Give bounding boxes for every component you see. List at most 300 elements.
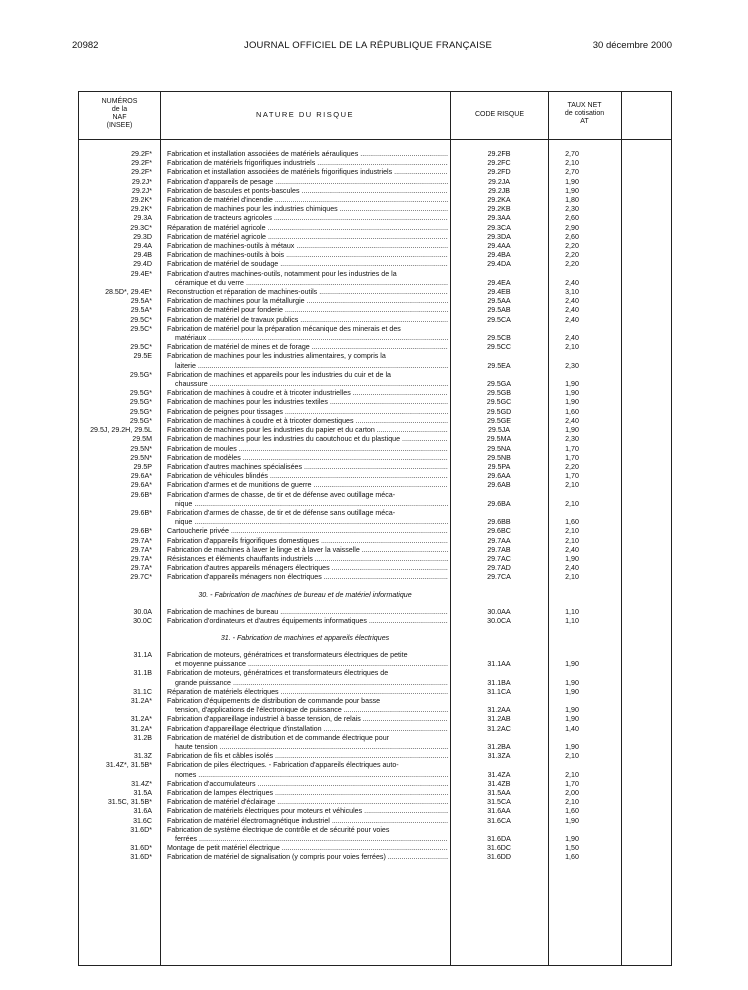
contribution-rate: 1,50 bbox=[565, 844, 579, 853]
naf-code: 31.4Z* bbox=[131, 779, 152, 788]
risk-nature-line: Fabrication de système électrique de contrôle et de sécurité pour voies bbox=[167, 825, 390, 834]
risk-nature-line: Fabrication de matériel agricole ..... bbox=[167, 233, 448, 242]
naf-code: 29.5G* bbox=[129, 416, 152, 425]
naf-code: 29.7C* bbox=[130, 573, 152, 582]
naf-code: 29.5G* bbox=[129, 370, 152, 379]
risk-code: 29.5GA bbox=[486, 380, 512, 389]
naf-code: 29.5G* bbox=[129, 398, 152, 407]
table-row bbox=[79, 325, 671, 343]
risk-code: 29.4EB bbox=[487, 288, 511, 297]
contribution-rate: 1,90 bbox=[565, 177, 579, 186]
contribution-rate: 2,40 bbox=[565, 564, 579, 573]
risk-nature-line: Fabrication de machines pour les industries du papier et du carton ..... bbox=[167, 426, 448, 435]
risk-nature bbox=[160, 196, 448, 205]
risk-nature-line: Fabrication de machines de bureau ..... bbox=[167, 608, 448, 617]
table-row bbox=[79, 270, 671, 288]
naf-code: 31.2A* bbox=[130, 715, 152, 724]
risk-nature-line: Fabrication de machines-outils à métaux ..... bbox=[167, 242, 448, 251]
contribution-rate: 1,10 bbox=[565, 616, 579, 625]
naf-code: 29.6A* bbox=[130, 472, 152, 481]
table-row bbox=[79, 789, 671, 798]
header-rate-line: de cotisation bbox=[564, 110, 605, 117]
risk-nature bbox=[160, 260, 448, 269]
table-row bbox=[79, 481, 671, 490]
risk-nature bbox=[160, 826, 448, 844]
risk-nature bbox=[160, 617, 448, 626]
table-row bbox=[79, 159, 671, 168]
contribution-rate: 2,00 bbox=[565, 789, 579, 797]
risk-code: 31.5CA bbox=[487, 798, 511, 807]
risk-code: 31.4ZA bbox=[487, 770, 511, 779]
risk-nature bbox=[160, 527, 448, 536]
risk-nature-line: nique ..... bbox=[167, 500, 448, 509]
risk-nature-line: Fabrication d'armes de chasse, de tir et de défense avec outillage méca- bbox=[167, 490, 396, 499]
table-row bbox=[79, 817, 671, 826]
naf-code: 29.2K* bbox=[130, 196, 152, 205]
naf-code: 29.2J* bbox=[131, 177, 152, 186]
table-row bbox=[79, 761, 671, 779]
risk-nature bbox=[160, 472, 448, 481]
table-row bbox=[79, 715, 671, 724]
contribution-rate: 1,70 bbox=[565, 444, 579, 453]
table-row bbox=[79, 389, 671, 398]
naf-code: 29.5E bbox=[133, 352, 152, 361]
header-rate-line: AT bbox=[580, 118, 589, 125]
naf-code: 29.6B* bbox=[130, 508, 152, 517]
naf-code: 29.5N* bbox=[130, 453, 152, 462]
header-naf-line: NAF bbox=[112, 114, 127, 121]
risk-nature-line: Fabrication et installation associées de matériels aérauliques ..... bbox=[167, 150, 448, 159]
risk-code: 29.5GC bbox=[486, 398, 512, 407]
risk-nature-line: Résistances et éléments chauffants industriels ..... bbox=[167, 555, 448, 564]
table-row bbox=[79, 798, 671, 807]
risk-code: 29.5EA bbox=[487, 361, 511, 370]
risk-nature-line: Fabrication de machines pour les industries alimentaires, y compris la bbox=[167, 352, 386, 361]
risk-code: 29.6AA bbox=[487, 472, 511, 481]
risk-code: 29.7AC bbox=[487, 554, 511, 563]
header-rate bbox=[549, 102, 620, 126]
table-row bbox=[79, 573, 671, 582]
risk-code: 29.6BB bbox=[487, 518, 511, 527]
risk-nature-line: Fabrication et installation associées de matériels frigorifiques industriels ..... bbox=[167, 168, 448, 177]
naf-code: 29.2F* bbox=[131, 168, 152, 177]
risk-nature-line: et moyenne puissance ..... bbox=[167, 660, 448, 669]
table-row bbox=[79, 537, 671, 546]
naf-code: 29.6B* bbox=[130, 490, 152, 499]
risk-nature-line: Fabrication d'accumulateurs ..... bbox=[167, 780, 448, 789]
contribution-rate: 2,10 bbox=[565, 770, 579, 779]
contribution-rate: 1,60 bbox=[565, 853, 579, 862]
risk-code: 29.5MA bbox=[486, 435, 512, 444]
risk-nature bbox=[160, 697, 448, 715]
header-naf-line: (INSEE) bbox=[106, 122, 133, 129]
risk-nature bbox=[160, 573, 448, 582]
naf-code: 29.4B bbox=[133, 251, 152, 260]
risk-nature bbox=[160, 555, 448, 564]
risk-nature bbox=[160, 224, 448, 233]
contribution-rate: 1,60 bbox=[565, 518, 579, 527]
naf-code: 30.0A bbox=[133, 607, 152, 616]
risk-nature-line: nomes ..... bbox=[167, 771, 448, 780]
risk-nature-line: Fabrication d'autres machines-outils, notamment pour les industries de la bbox=[167, 269, 397, 278]
contribution-rate: 2,10 bbox=[565, 159, 579, 168]
risk-nature bbox=[160, 445, 448, 454]
risk-nature bbox=[160, 408, 448, 417]
naf-code: 29.3D bbox=[133, 232, 152, 241]
risk-code: 31.2AC bbox=[487, 724, 511, 733]
risk-nature-line: Fabrication de moules ..... bbox=[167, 445, 448, 454]
risk-code: 29.5GE bbox=[486, 416, 512, 425]
table-row bbox=[79, 472, 671, 481]
risk-code: 31.6DA bbox=[487, 835, 511, 844]
risk-nature bbox=[160, 509, 448, 527]
table-row bbox=[79, 251, 671, 260]
risk-nature bbox=[160, 251, 448, 260]
risk-code: 29.4AA bbox=[487, 242, 511, 251]
table-row bbox=[79, 316, 671, 325]
risk-code: 29.4BA bbox=[487, 251, 511, 260]
risk-nature-line: Fabrication de peignes pour tissages ..... bbox=[167, 408, 448, 417]
header-separator bbox=[79, 139, 671, 140]
risk-nature-line: Fabrication de matériel pour fonderie ..... bbox=[167, 306, 448, 315]
risk-nature bbox=[160, 688, 448, 697]
risk-nature-line: Cartoucherie privée ..... bbox=[167, 527, 448, 536]
contribution-rate: 2,40 bbox=[565, 416, 579, 425]
contribution-rate: 2,60 bbox=[565, 232, 579, 241]
contribution-rate: 1,90 bbox=[565, 742, 579, 751]
risk-nature-line: Fabrication de véhicules blindés ..... bbox=[167, 472, 448, 481]
naf-code: 31.6A bbox=[133, 807, 152, 816]
contribution-rate: 2,20 bbox=[565, 260, 579, 269]
contribution-rate: 2,10 bbox=[565, 343, 579, 352]
contribution-rate: 1,90 bbox=[565, 715, 579, 724]
risk-nature bbox=[160, 807, 448, 816]
naf-code: 29.2F* bbox=[131, 150, 152, 158]
risk-nature bbox=[160, 297, 448, 306]
risk-code: 29.5NB bbox=[487, 453, 511, 462]
section-title: 31. - Fabrication de machines et appareils électriques bbox=[220, 633, 390, 642]
table-row bbox=[79, 343, 671, 352]
table-row bbox=[79, 463, 671, 472]
risk-code: 31.6DC bbox=[486, 844, 512, 853]
risk-code: 29.5CA bbox=[487, 315, 511, 324]
naf-code: 29.6A* bbox=[130, 481, 152, 490]
contribution-rate: 2,10 bbox=[565, 527, 579, 536]
risk-nature-line: Fabrication de matériel d'incendie ..... bbox=[167, 196, 448, 205]
naf-code: 29.2J* bbox=[131, 186, 152, 195]
risk-nature bbox=[160, 343, 448, 352]
risk-nature bbox=[160, 270, 448, 288]
contribution-rate: 2,10 bbox=[565, 481, 579, 490]
risk-code: 29.5PA bbox=[487, 462, 511, 471]
table-row bbox=[79, 651, 671, 669]
risk-code: 29.5CB bbox=[487, 334, 511, 343]
contribution-rate: 2,70 bbox=[565, 168, 579, 177]
naf-code: 31.1A bbox=[133, 650, 152, 659]
naf-code: 29.4E* bbox=[130, 269, 152, 278]
contribution-rate: 1,80 bbox=[565, 196, 579, 205]
header-code: CODE RISQUE bbox=[474, 111, 524, 118]
naf-code: 29.5J, 29.2H, 29.5L bbox=[90, 426, 152, 435]
naf-code: 30.0C bbox=[133, 616, 152, 625]
risk-code: 29.2JA bbox=[487, 177, 511, 186]
contribution-rate: 1,70 bbox=[565, 779, 579, 788]
risk-nature-line: Réparation de matériel agricole ..... bbox=[167, 224, 448, 233]
table-row bbox=[79, 826, 671, 844]
contribution-rate: 1,90 bbox=[565, 660, 579, 669]
risk-nature-line: Fabrication de machines pour les industries textiles ..... bbox=[167, 398, 448, 407]
risk-nature-line: Fabrication de matériels électriques pour moteurs et véhicules ..... bbox=[167, 807, 448, 816]
table-row bbox=[79, 555, 671, 564]
contribution-rate: 2,20 bbox=[565, 462, 579, 471]
risk-nature-line: Fabrication d'appareillage électrique d'installation ..... bbox=[167, 725, 448, 734]
naf-code: 31.6C bbox=[133, 816, 152, 825]
table-row bbox=[79, 398, 671, 407]
contribution-rate: 1,70 bbox=[565, 472, 579, 481]
contribution-rate: 1,90 bbox=[565, 816, 579, 825]
risk-code: 29.3CA bbox=[487, 223, 511, 232]
table-row bbox=[79, 807, 671, 816]
risk-nature bbox=[160, 178, 448, 187]
naf-code: 29.3C* bbox=[130, 223, 152, 232]
risk-nature-line: grande puissance ..... bbox=[167, 679, 448, 688]
contribution-rate: 2,70 bbox=[565, 150, 579, 158]
header-rate-line: TAUX NET bbox=[567, 102, 602, 109]
contribution-rate: 2,40 bbox=[565, 334, 579, 343]
risk-nature-line: Fabrication de machines à coudre et à tricoter domestiques ..... bbox=[167, 417, 448, 426]
risk-code: 29.7AB bbox=[487, 545, 511, 554]
risk-nature-line: Fabrication de matériel de soudage ..... bbox=[167, 260, 448, 269]
contribution-rate: 1,70 bbox=[565, 453, 579, 462]
risk-code: 29.2JB bbox=[487, 186, 511, 195]
contribution-rate: 2,20 bbox=[565, 251, 579, 260]
table-row bbox=[79, 564, 671, 573]
contribution-rate: 1,90 bbox=[565, 706, 579, 715]
naf-code: 31.6D* bbox=[130, 853, 152, 862]
risk-nature bbox=[160, 417, 448, 426]
naf-code: 29.7A* bbox=[130, 536, 152, 545]
risk-nature-line: Fabrication de matériel de travaux publics ..... bbox=[167, 316, 448, 325]
table-row bbox=[79, 297, 671, 306]
naf-code: 29.5A* bbox=[130, 306, 152, 315]
risk-code: 31.1AA bbox=[487, 660, 511, 669]
naf-code: 29.5G* bbox=[129, 407, 152, 416]
risk-nature-line: Fabrication de matériel pour la préparation mécanique des minerais et des bbox=[167, 324, 401, 333]
risk-code: 30.0AA bbox=[487, 607, 511, 616]
risk-code: 31.6CA bbox=[487, 816, 511, 825]
risk-nature bbox=[160, 853, 448, 862]
risk-nature-line: Fabrication de machines-outils à bois ..... bbox=[167, 251, 448, 260]
risk-nature-line: Fabrication de modèles ..... bbox=[167, 454, 448, 463]
risk-nature-line: Fabrication d'autres appareils ménagers électriques ..... bbox=[167, 564, 448, 573]
risk-nature bbox=[160, 761, 448, 779]
risk-code: 29.3AA bbox=[487, 214, 511, 223]
risk-nature bbox=[160, 537, 448, 546]
naf-code: 29.5A* bbox=[130, 297, 152, 306]
table-row bbox=[79, 697, 671, 715]
risk-nature-line: Fabrication d'appareils ménagers non électriques ..... bbox=[167, 573, 448, 582]
risk-code: 30.0CA bbox=[487, 616, 511, 625]
naf-code: 29.7A* bbox=[130, 564, 152, 573]
naf-code: 29.5C* bbox=[130, 315, 152, 324]
table-row bbox=[79, 426, 671, 435]
contribution-rate: 1,60 bbox=[565, 807, 579, 816]
risk-nature-line: céramique et du verre ..... bbox=[167, 279, 448, 288]
contribution-rate: 1,90 bbox=[565, 554, 579, 563]
contribution-rate: 2,20 bbox=[565, 242, 579, 251]
contribution-rate: 1,40 bbox=[565, 724, 579, 733]
naf-code: 31.5A bbox=[133, 789, 152, 797]
naf-code: 31.2A* bbox=[130, 696, 152, 705]
contribution-rate: 1,90 bbox=[565, 678, 579, 687]
page-number: 20982 bbox=[72, 40, 99, 51]
table-row bbox=[79, 617, 671, 626]
risk-code: 31.1BA bbox=[487, 678, 511, 687]
risk-nature bbox=[160, 389, 448, 398]
risk-nature-line: Fabrication d'appareillage industriel à basse tension, de relais ..... bbox=[167, 715, 448, 724]
table-row bbox=[79, 168, 671, 177]
table-row bbox=[79, 306, 671, 315]
table-row bbox=[79, 608, 671, 617]
table-row bbox=[79, 150, 671, 159]
table-row bbox=[79, 527, 671, 536]
risk-nature-line: haute tension ..... bbox=[167, 743, 448, 752]
risk-nature bbox=[160, 734, 448, 752]
risk-code: 29.7CA bbox=[487, 573, 511, 582]
risk-nature bbox=[160, 242, 448, 251]
contribution-rate: 2,60 bbox=[565, 214, 579, 223]
table-row bbox=[79, 734, 671, 752]
risk-nature-line: Fabrication de moteurs, génératrices et transformateurs électriques de petite bbox=[167, 650, 408, 659]
table-body bbox=[79, 150, 671, 863]
naf-code: 29.2F* bbox=[131, 159, 152, 168]
risk-nature bbox=[160, 844, 448, 853]
risk-nature bbox=[160, 481, 448, 490]
risk-code: 29.4DA bbox=[487, 260, 511, 269]
risk-code: 29.7AA bbox=[487, 536, 511, 545]
risk-code: 31.1CA bbox=[487, 687, 511, 696]
table-row bbox=[79, 196, 671, 205]
naf-code: 29.5P bbox=[133, 462, 152, 471]
contribution-rate: 2,10 bbox=[565, 752, 579, 761]
risk-code: 31.6AA bbox=[487, 807, 511, 816]
naf-code: 31.1B bbox=[133, 669, 152, 678]
risk-code: 29.3DA bbox=[487, 232, 511, 241]
risk-code: 29.6BA bbox=[487, 499, 511, 508]
risk-nature-line: Fabrication de machines pour les industries chimiques ..... bbox=[167, 205, 448, 214]
table-row bbox=[79, 242, 671, 251]
risk-nature bbox=[160, 463, 448, 472]
contribution-rate: 1,90 bbox=[565, 389, 579, 398]
risk-nature bbox=[160, 546, 448, 555]
risk-nature bbox=[160, 564, 448, 573]
naf-code: 29.7A* bbox=[130, 545, 152, 554]
risk-nature bbox=[160, 725, 448, 734]
contribution-rate: 2,10 bbox=[565, 536, 579, 545]
risk-nature bbox=[160, 780, 448, 789]
naf-code: 29.4A bbox=[133, 242, 152, 251]
table-row bbox=[79, 371, 671, 389]
table-row bbox=[79, 454, 671, 463]
risk-nature bbox=[160, 371, 448, 389]
header-nature: NATURE DU RISQUE bbox=[255, 110, 355, 119]
contribution-rate: 2,30 bbox=[565, 205, 579, 214]
risk-nature-line: Montage de petit matériel électrique ..... bbox=[167, 844, 448, 853]
risk-nature-line: Fabrication d'appareils frigorifiques domestiques ..... bbox=[167, 537, 448, 546]
table-row bbox=[79, 688, 671, 697]
risk-nature bbox=[160, 669, 448, 687]
contribution-rate: 1,90 bbox=[565, 426, 579, 435]
header-naf-line: de la bbox=[111, 106, 128, 113]
risk-nature bbox=[160, 817, 448, 826]
naf-code: 29.4D bbox=[133, 260, 152, 269]
risk-nature-line: Fabrication de matériels frigorifiques industriels ..... bbox=[167, 159, 448, 168]
risk-nature-line: Fabrication de machines pour les industries du caoutchouc et du plastique ..... bbox=[167, 435, 448, 444]
risk-code: 29.5GD bbox=[486, 407, 512, 416]
risk-code: 31.5AA bbox=[487, 789, 511, 797]
risk-nature bbox=[160, 233, 448, 242]
risk-nature bbox=[160, 752, 448, 761]
table-row bbox=[79, 408, 671, 417]
risk-nature bbox=[160, 789, 448, 798]
contribution-rate: 2,10 bbox=[565, 499, 579, 508]
risk-nature bbox=[160, 205, 448, 214]
risk-nature-line: matériaux ..... bbox=[167, 334, 448, 343]
risk-nature bbox=[160, 715, 448, 724]
naf-code: 31.5C, 31.5B* bbox=[107, 798, 152, 807]
risk-nature bbox=[160, 306, 448, 315]
risk-nature-line: Réparation de matériels électriques ..... bbox=[167, 688, 448, 697]
risk-nature bbox=[160, 214, 448, 223]
table-row bbox=[79, 844, 671, 853]
risk-nature-line: tension, d'applications de l'électronique de puissance ..... bbox=[167, 706, 448, 715]
risk-code: 29.5NA bbox=[487, 444, 511, 453]
risk-nature-line: Fabrication de matériel d'éclairage ..... bbox=[167, 798, 448, 807]
contribution-rate: 2,40 bbox=[565, 315, 579, 324]
risk-code: 31.2AA bbox=[487, 706, 511, 715]
naf-code: 29.5G* bbox=[129, 389, 152, 398]
naf-code: 29.5N* bbox=[130, 444, 152, 453]
table-row bbox=[79, 178, 671, 187]
naf-code: 31.1C bbox=[133, 687, 152, 696]
table-row bbox=[79, 435, 671, 444]
table-row bbox=[79, 725, 671, 734]
table-row bbox=[79, 352, 671, 370]
risk-nature-line: Fabrication de machines pour la métallurgie ..... bbox=[167, 297, 448, 306]
risk-code: 29.6BC bbox=[487, 527, 511, 536]
risk-nature-line: Fabrication d'autres machines spécialisées ..... bbox=[167, 463, 448, 472]
naf-code: 29.5M bbox=[132, 435, 152, 444]
risk-nature bbox=[160, 426, 448, 435]
risk-nature-line: Fabrication de piles électriques. - Fabrication d'appareils électriques auto- bbox=[167, 761, 399, 770]
risk-nature-line: chaussure ..... bbox=[167, 380, 448, 389]
risk-code: 29.2FC bbox=[487, 159, 511, 168]
contribution-rate: 1,90 bbox=[565, 835, 579, 844]
table-row bbox=[79, 417, 671, 426]
table-row bbox=[79, 445, 671, 454]
table-row bbox=[79, 214, 671, 223]
risk-nature bbox=[160, 651, 448, 669]
risk-code: 29.7AD bbox=[487, 564, 511, 573]
contribution-rate: 1,10 bbox=[565, 607, 579, 616]
naf-code: 31.2A* bbox=[130, 724, 152, 733]
contribution-rate: 1,90 bbox=[565, 687, 579, 696]
contribution-rate: 2,30 bbox=[565, 361, 579, 370]
table-row bbox=[79, 546, 671, 555]
risk-nature bbox=[160, 798, 448, 807]
contribution-rate: 2,30 bbox=[565, 435, 579, 444]
contribution-rate: 2,40 bbox=[565, 545, 579, 554]
